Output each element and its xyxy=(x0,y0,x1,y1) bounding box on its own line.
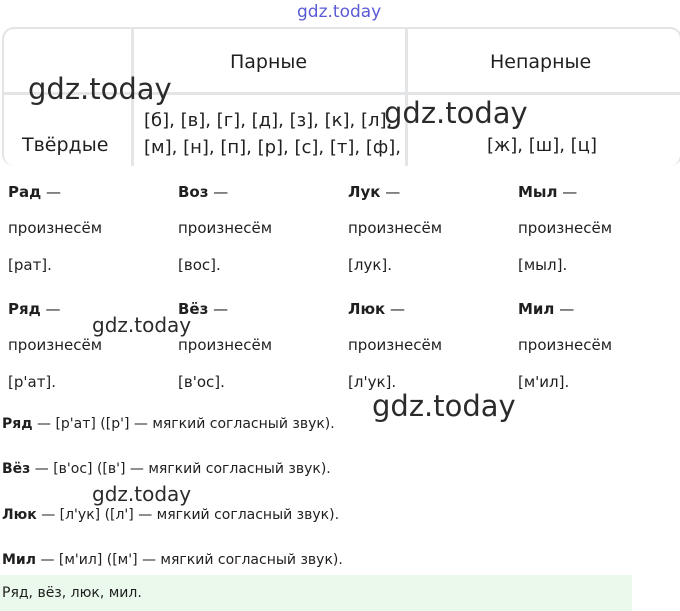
watermark: gdz.today xyxy=(92,313,192,337)
verb-text: произнесём xyxy=(348,219,443,237)
transcription: [вос]. xyxy=(178,256,221,274)
paired-cell xyxy=(144,105,402,166)
row-label-hard: Твёрдые xyxy=(22,134,109,156)
transcription: [в'ос]. xyxy=(178,373,225,391)
verb-text: произнесём xyxy=(8,336,103,354)
verb-text: произнесём xyxy=(8,219,103,237)
verb-text: произнесём xyxy=(178,336,273,354)
word-luk: Лук — xyxy=(348,183,401,201)
watermark: gdz.today xyxy=(384,96,528,130)
word-lyuk: Люк — xyxy=(348,300,406,318)
transcription: [р'ат]. xyxy=(8,373,57,391)
unpaired-cell: [ж], [ш], [ц] xyxy=(487,135,597,156)
header-paired: Парные xyxy=(230,51,308,73)
explanation-line: Люк — [л'ук] ([л'] — мягкий согласный звук). xyxy=(2,507,340,523)
verb-text: произнесём xyxy=(518,336,613,354)
verb-text: произнесём xyxy=(518,219,613,237)
watermark: gdz.today xyxy=(92,482,192,506)
transcription: [м'ил]. xyxy=(518,373,570,391)
explanation-line: Мил — [м'ил] ([м'] — мягкий согласный звук). xyxy=(2,552,343,568)
answer-box xyxy=(0,575,632,611)
watermark-top: gdz.today xyxy=(297,2,382,22)
header-unpaired: Непарные xyxy=(490,51,592,73)
word-voz: Воз — xyxy=(178,183,229,201)
word-ryad: Ряд — xyxy=(8,300,61,318)
transcription: [л'ук]. xyxy=(348,373,397,391)
word-mil: Мил — xyxy=(518,300,575,318)
transcription: [лук]. xyxy=(348,256,392,274)
word-rad: Рад — xyxy=(8,183,62,201)
verb-text: произнесём xyxy=(348,336,443,354)
watermark: gdz.today xyxy=(372,389,516,423)
word-myl: Мыл — xyxy=(518,183,578,201)
watermark: gdz.today xyxy=(28,72,172,106)
transcription: [рат]. xyxy=(8,256,52,274)
transcription: [мыл]. xyxy=(518,256,568,274)
verb-text: произнесём xyxy=(178,219,273,237)
explanation-line: Ряд — [р'ат] ([р'] — мягкий согласный звук). xyxy=(2,416,335,432)
paired-line-2: [м], [н], [п], [р], [с], [т], [ф], xyxy=(144,137,402,158)
paired-line-1: [б], [в], [г], [д], [з], [к], [л], xyxy=(144,110,393,131)
explanation-line: Вёз — [в'ос] ([в'] — мягкий согласный звук). xyxy=(2,461,331,477)
answer-text: Ряд, вёз, люк, мил. xyxy=(2,585,142,601)
word-vyoz: Вёз — xyxy=(178,300,229,318)
